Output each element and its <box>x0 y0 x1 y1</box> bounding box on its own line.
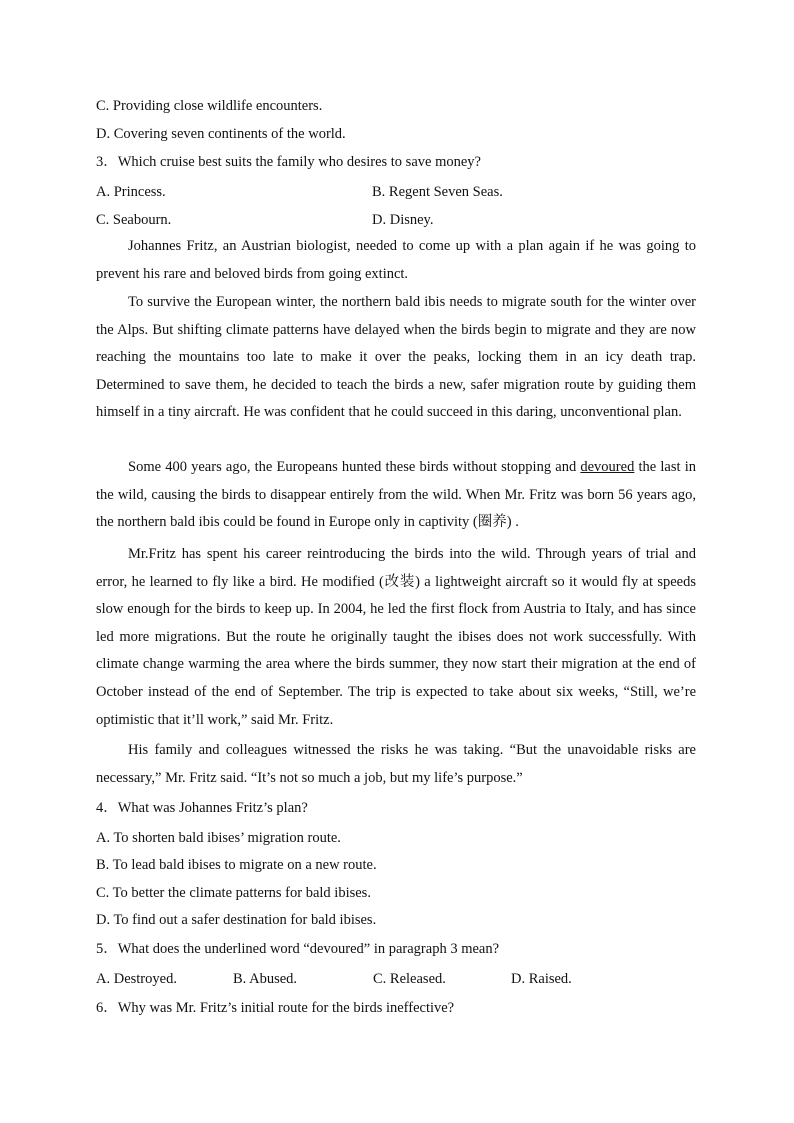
q2-option-c: C. Providing close wildlife encounters. <box>96 98 323 114</box>
q3-option-b: B. Regent Seven Seas. <box>372 184 503 200</box>
q3-option-c: C. Seabourn. <box>96 212 172 228</box>
q5-option-b: B. Abused. <box>233 971 298 987</box>
q3-option-d: D. Disney. <box>372 212 434 228</box>
passage-paragraph-1: Johannes Fritz, an Austrian biologist, needed to come up with a plan again if he was going to prevent his rare and beloved birds from going extinct. <box>96 238 696 282</box>
passage-paragraph-3 <box>96 454 696 537</box>
q5-option-d: D. Raised. <box>511 971 572 987</box>
q4-option-a: A. To shorten bald ibises’ migration route. <box>96 830 341 846</box>
paragraph-3-text-before: Some 400 years ago, the Europeans hunted these birds without stopping and <box>128 459 581 475</box>
q5-stem: 5．What does the underlined word “devoured” in paragraph 3 mean? <box>96 941 500 957</box>
q3-stem: 3．Which cruise best suits the family who desires to save money? <box>96 154 481 170</box>
q5-option-a: A. Destroyed. <box>96 971 177 987</box>
passage-paragraph-2: To survive the European winter, the northern bald ibis needs to migrate south for the winter over the Alps. But shifting climate patterns have delayed when the birds begin to migrate and they are now reaching the mountains too late to make it over the peaks, locking them in an icy death trap. Determined to save them, he decided to teach the birds a new, safer migration route by guiding them himself in a tiny aircraft. He was confident that he could succeed in this daring, unconventional plan. <box>96 294 696 421</box>
paragraph-3-text-after: the last in the wild, causing the birds to disappear entirely from the wild. When Mr. Fritz was born 56 years ago, the northern bald ibis could be found in Europe only in captivity (圈养) . <box>96 459 696 531</box>
q4-option-b: B. To lead bald ibises to migrate on a new route. <box>96 857 377 873</box>
passage-paragraph-5: His family and colleagues witnessed the risks he was taking. “But the unavoidable risks are necessary,” Mr. Fritz said. “It’s not so much a job, but my life’s purpose.” <box>96 742 696 786</box>
q3-option-a: A. Princess. <box>96 184 166 200</box>
q2-option-d: D. Covering seven continents of the world. <box>96 126 346 142</box>
q4-stem: 4．What was Johannes Fritz’s plan? <box>96 800 308 816</box>
q4-option-c: C. To better the climate patterns for bald ibises. <box>96 885 371 901</box>
underlined-word-devoured: devoured <box>580 459 635 475</box>
passage-paragraph-4: Mr.Fritz has spent his career reintroducing the birds into the wild. Through years of trial and error, he learned to fly like a bird. He modified (改装) a lightweight aircraft so it would fly at speeds slow enough for the birds to keep up. In 2004, he led the first flock from Austria to Italy, and has since led more migrations. But the route he originally taught the ibises does not work successfully. With climate change warming the area where the birds summer, they now start their migration at the end of October instead of the end of September. The trip is expected to take about six weeks, “Still, we’re optimistic that it’ll work,” said Mr. Fritz. <box>96 546 696 728</box>
q5-option-c: C. Released. <box>373 971 446 987</box>
q4-option-d: D. To find out a safer destination for bald ibises. <box>96 912 377 928</box>
q6-stem: 6．Why was Mr. Fritz’s initial route for the birds ineffective? <box>96 1000 455 1016</box>
